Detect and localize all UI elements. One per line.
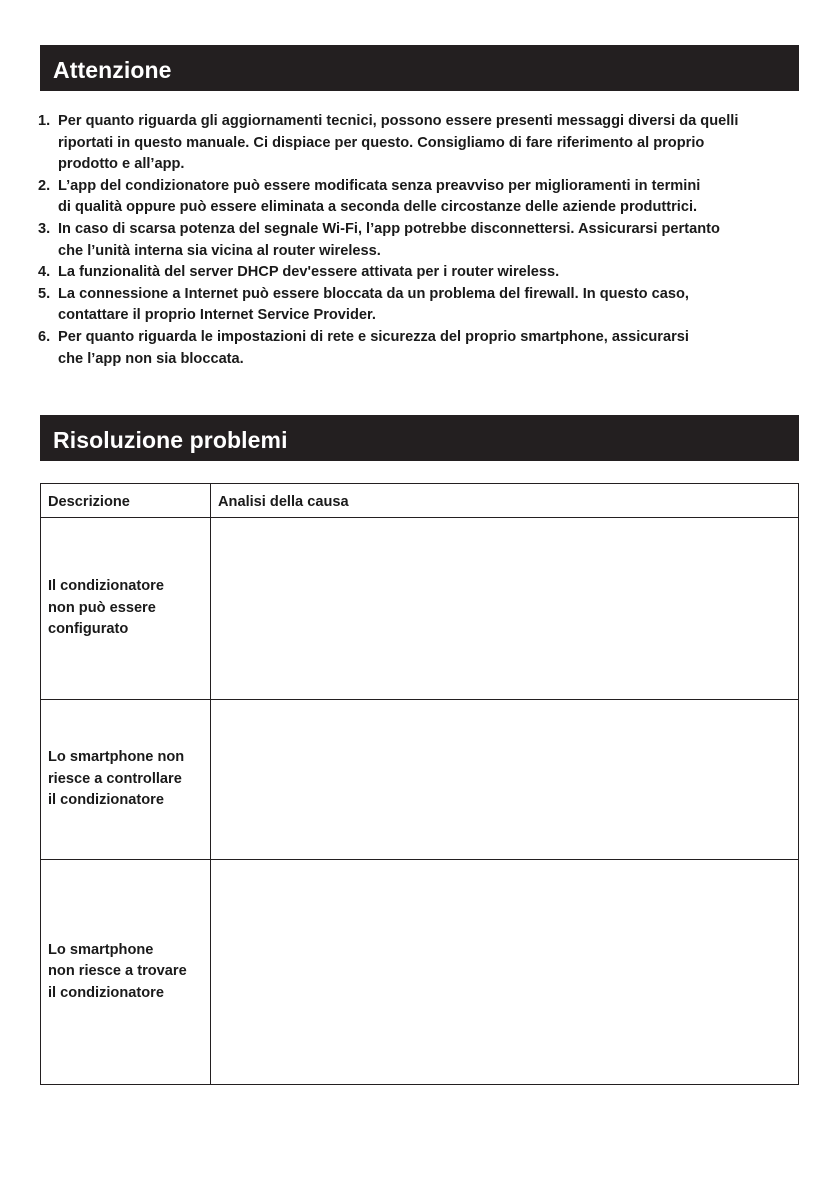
troubleshooting-title: Risoluzione problemi: [53, 427, 288, 453]
description-line: Lo smartphone non: [48, 749, 185, 766]
attention-item-1: [38, 111, 798, 176]
item-line: Per quanto riguarda gli aggiornamenti tecnici, possono essere presenti messaggi diversi da quelli: [58, 113, 739, 129]
column-header-cause: Analisi della causa: [211, 484, 799, 518]
attention-header: [40, 45, 799, 91]
table-row: [41, 700, 799, 860]
attention-item-2: [38, 176, 798, 219]
attention-item-3: [38, 219, 798, 262]
description-line: non può essere: [48, 599, 156, 616]
item-line: di qualità oppure può essere eliminata a seconda delle circostanze delle aziende produttrici.: [58, 199, 698, 216]
item-number: 5.: [38, 285, 51, 302]
description-line: configurato: [48, 621, 129, 638]
cause-cell: [211, 700, 799, 860]
attention-item-5: [38, 284, 798, 327]
item-line: In caso di scarsa potenza del segnale Wi-Fi, l’app potrebbe disconnettersi. Assicurarsi pertanto: [58, 220, 720, 237]
troubleshooting-header: [40, 415, 799, 461]
item-line: che l’unità interna sia vicina al router wireless.: [58, 242, 381, 259]
table-row: [41, 518, 799, 700]
description-line: Il condizionatore: [48, 578, 164, 595]
item-number: 6.: [38, 328, 51, 345]
description-line: il condizionatore: [48, 792, 164, 809]
attention-item-4: [38, 262, 798, 284]
description-line: il condizionatore: [48, 984, 164, 1001]
table-row: [41, 860, 799, 1085]
description-line: riesce a controllare: [48, 770, 182, 787]
attention-item-6: [38, 327, 798, 370]
column-header-description: Descrizione: [41, 484, 211, 518]
item-line: La connessione a Internet può essere bloccata da un problema del firewall. In questo caso,: [58, 285, 689, 302]
item-number: 4.: [38, 264, 51, 281]
item-line: La funzionalità del server DHCP dev'essere attivata per i router wireless.: [58, 264, 560, 281]
item-line: Per quanto riguarda le impostazioni di rete e sicurezza del proprio smartphone, assicurarsi: [58, 328, 689, 345]
item-line: che l’app non sia bloccata.: [58, 350, 244, 367]
item-line: contattare il proprio Internet Service Provider.: [58, 307, 376, 324]
table-header-row: [41, 484, 799, 518]
attention-title: Attenzione: [53, 57, 172, 83]
cause-cell: [211, 860, 799, 1085]
attention-list: [38, 111, 798, 370]
description-line: non riesce a trovare: [48, 963, 187, 980]
item-number: 3.: [38, 220, 51, 237]
item-line: prodotto e all’app.: [58, 156, 185, 173]
item-line: riportati in questo manuale. Ci dispiace per questo. Consigliamo di fare riferimento al proprio: [58, 134, 705, 151]
description-cell: [41, 518, 211, 700]
item-line: L’app del condizionatore può essere modificata senza preavviso per miglioramenti in termini: [58, 177, 701, 194]
description-cell: [41, 700, 211, 860]
description-line: Lo smartphone: [48, 941, 154, 958]
description-cell: [41, 860, 211, 1085]
cause-cell: [211, 518, 799, 700]
troubleshooting-table: [40, 483, 799, 1085]
item-number: 1.: [38, 113, 51, 129]
item-number: 2.: [38, 177, 51, 194]
